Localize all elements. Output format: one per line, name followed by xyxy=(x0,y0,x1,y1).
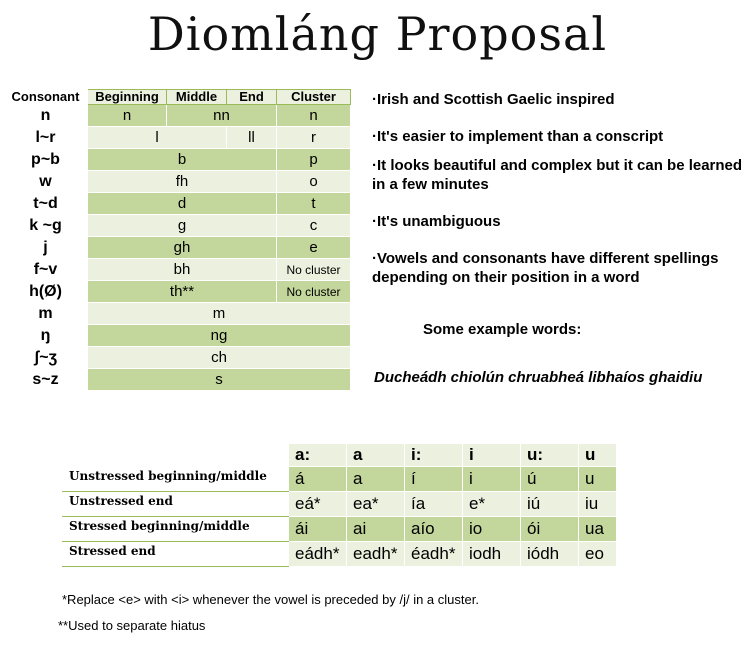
table-row xyxy=(63,492,617,517)
header-end: End xyxy=(227,90,277,105)
vowel-row-label: Stressed beginning/middle xyxy=(63,517,289,542)
vowel-header-corner xyxy=(63,444,289,467)
spelling-cell: bh xyxy=(88,259,277,281)
table-row xyxy=(4,369,351,391)
vowel-cell: ái xyxy=(289,517,347,542)
vowel-cell: io xyxy=(463,517,521,542)
vowel-cell: iodh xyxy=(463,542,521,567)
spelling-cell: d xyxy=(88,193,277,215)
consonant-cell: n xyxy=(4,105,88,127)
cluster-cell: No cluster xyxy=(277,259,351,281)
note-item: ·Irish and Scottish Gaelic inspired xyxy=(372,91,615,108)
vowel-header: u xyxy=(579,444,617,467)
footnote: **Used to separate hiatus xyxy=(58,618,206,633)
cluster-cell: e xyxy=(277,237,351,259)
spelling-cell: gh xyxy=(88,237,277,259)
spelling-cell: m xyxy=(88,303,351,325)
vowel-row-label: Unstressed beginning/middle xyxy=(63,467,289,492)
vowel-cell: i xyxy=(463,467,521,492)
vowel-header: u: xyxy=(521,444,579,467)
vowel-cell: iu xyxy=(579,492,617,517)
spelling-cell: l xyxy=(88,127,227,149)
table-row xyxy=(4,259,351,281)
cluster-cell: No cluster xyxy=(277,281,351,303)
spelling-cell: s xyxy=(88,369,351,391)
consonant-cell: j xyxy=(4,237,88,259)
consonant-cell: w xyxy=(4,171,88,193)
vowel-cell: í xyxy=(405,467,463,492)
notes-list xyxy=(372,90,752,287)
vowel-cell: eo xyxy=(579,542,617,567)
spelling-cell: ll xyxy=(227,127,277,149)
vowel-cell: á xyxy=(289,467,347,492)
consonant-cell: ʃ~ʒ xyxy=(4,347,88,369)
note-item: ·It's easier to implement than a conscript xyxy=(372,128,664,145)
footnote: *Replace <e> with <i> whenever the vowel is preceded by /j/ in a cluster. xyxy=(62,592,479,607)
vowel-cell: ía xyxy=(405,492,463,517)
spelling-cell: ng xyxy=(88,325,351,347)
spelling-cell: ch xyxy=(88,347,351,369)
spelling-cell: b xyxy=(88,149,277,171)
vowel-cell: a xyxy=(347,467,405,492)
table-row xyxy=(4,215,351,237)
table-row xyxy=(63,517,617,542)
vowel-cell: ea* xyxy=(347,492,405,517)
vowel-cell: e* xyxy=(463,492,521,517)
spelling-cell: th** xyxy=(88,281,277,303)
table-row xyxy=(4,347,351,369)
spelling-cell: g xyxy=(88,215,277,237)
vowel-cell: eadh* xyxy=(347,542,405,567)
consonant-cell: t~d xyxy=(4,193,88,215)
table-row xyxy=(4,127,351,149)
table-row xyxy=(4,237,351,259)
vowel-cell: eá* xyxy=(289,492,347,517)
cluster-cell: n xyxy=(277,105,351,127)
table-row xyxy=(4,105,351,127)
examples-heading: Some example words: xyxy=(423,321,582,338)
vowel-header: i: xyxy=(405,444,463,467)
vowel-table xyxy=(62,443,617,567)
vowel-cell: ói xyxy=(521,517,579,542)
table-row xyxy=(63,542,617,567)
vowel-header: a xyxy=(347,444,405,467)
vowel-cell: ua xyxy=(579,517,617,542)
consonant-cell: m xyxy=(4,303,88,325)
consonant-cell: s~z xyxy=(4,369,88,391)
consonant-table xyxy=(3,89,351,391)
table-row xyxy=(63,467,617,492)
consonant-cell: p~b xyxy=(4,149,88,171)
table-row xyxy=(4,303,351,325)
table-row xyxy=(4,171,351,193)
header-consonant: Consonant xyxy=(4,90,88,105)
consonant-cell: k ~g xyxy=(4,215,88,237)
vowel-cell: ai xyxy=(347,517,405,542)
table-row xyxy=(4,193,351,215)
vowel-cell: iódh xyxy=(521,542,579,567)
cluster-cell: c xyxy=(277,215,351,237)
table-row xyxy=(4,325,351,347)
consonant-cell: ŋ xyxy=(4,325,88,347)
vowel-cell: u xyxy=(579,467,617,492)
table-row xyxy=(4,281,351,303)
note-item: ·It looks beautiful and complex but it can be learned in a few minutes xyxy=(372,157,743,193)
example-words: Ducheádh chiolún chruabheá libhaíos ghaidiu xyxy=(374,369,703,386)
consonant-cell: l~r xyxy=(4,127,88,149)
header-cluster: Cluster xyxy=(277,90,351,105)
consonant-cell: h(Ø) xyxy=(4,281,88,303)
vowel-cell: ú xyxy=(521,467,579,492)
note-item: ·Vowels and consonants have different spellings depending on their position in a word xyxy=(372,250,719,286)
consonant-table-header xyxy=(4,90,351,105)
spelling-cell: fh xyxy=(88,171,277,193)
vowel-table-header xyxy=(63,444,617,467)
header-beginning: Beginning xyxy=(88,90,167,105)
vowel-cell: eádh* xyxy=(289,542,347,567)
cluster-cell: r xyxy=(277,127,351,149)
vowel-row-label: Unstressed end xyxy=(63,492,289,517)
note-item: ·It's unambiguous xyxy=(372,213,501,230)
cluster-cell: p xyxy=(277,149,351,171)
vowel-cell: éadh* xyxy=(405,542,463,567)
spelling-cell: nn xyxy=(167,105,277,127)
header-middle: Middle xyxy=(167,90,227,105)
vowel-header: a: xyxy=(289,444,347,467)
vowel-cell: aío xyxy=(405,517,463,542)
cluster-cell: t xyxy=(277,193,351,215)
table-row xyxy=(4,149,351,171)
vowel-header: i xyxy=(463,444,521,467)
vowel-row-label: Stressed end xyxy=(63,542,289,567)
spelling-cell: n xyxy=(88,105,167,127)
vowel-cell: iú xyxy=(521,492,579,517)
cluster-cell: o xyxy=(277,171,351,193)
consonant-cell: f~v xyxy=(4,259,88,281)
page-title: Diomláng Proposal xyxy=(147,7,608,61)
